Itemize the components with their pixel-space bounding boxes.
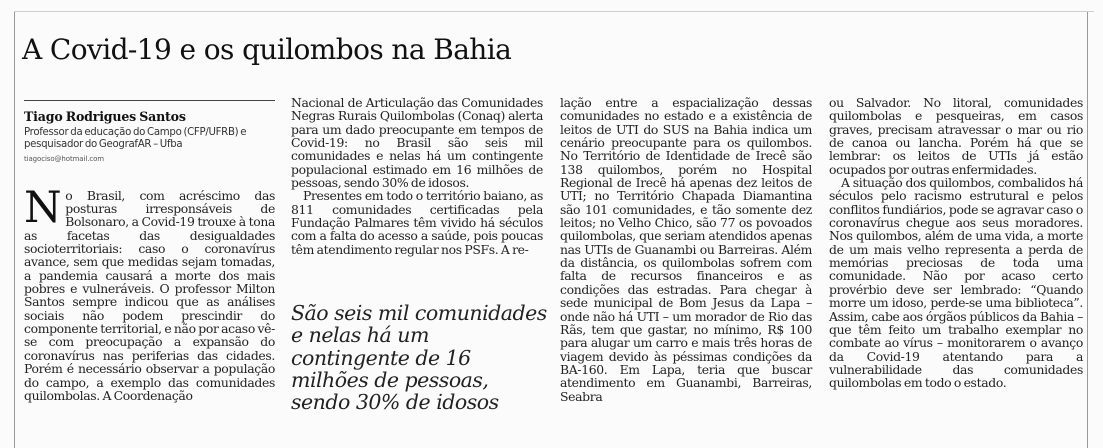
article-paragraph: Nacional de Articulação das Comunidades Negras Rurais Quilombolas (Conaq) alerta para um dado preocupante em tempos de Covid-19: no Brasil são seis mil comunidades e nelas há um contingente populacional estimado em 16 milhões de pessoas, sendo 30% de idosos. <box>291 95 543 191</box>
right-column-rule <box>1087 12 1088 448</box>
article-headline: A Covid-19 e os quilombos na Bahia <box>22 33 512 66</box>
pull-quote: São seis mil comunidades e nelas há um contingente de 16 milhões de pessoas, sendo 30% de idosos <box>291 301 547 415</box>
drop-cap: N <box>24 182 62 233</box>
article-column-1 <box>24 110 275 402</box>
paragraph-text: o Brasil, com acréscimo das posturas irresponsáveis de Bolsonaro, a Covid-19 trouxe à tona as facetas das desigualdades socioterritoriais: caso o coronavírus avance, sem que medidas sejam tomadas, a pandemia causará a morte dos mais pobres e vulneráveis. O professor Milton Santos sempre indicou que as análises sociais não podem prescindir do componente territorial, e não por acaso vê-se com preocupação a expansão do coronavírus nas periferias das cidades. Porém é necessário observar a população do campo, a exemplo das comunidades quilombolas. A Coordenação <box>24 187 275 403</box>
author-name: Tiago Rodrigues Santos <box>24 109 186 124</box>
author-bio: Professor da educação do Campo (CFP/UFRB) e pesquisador do GeografAR – Ufba <box>24 127 247 150</box>
article-paragraph: Presentes em todo o território baiano, as 811 comunidades certificadas pela Fundação Palmares têm vivido há séculos com a falta do acesso a saúde, pois poucas têm atendimento regular nos PSFs. A re- <box>291 188 543 257</box>
article-paragraph: lação entre a espacialização dessas comunidades no estado e a existência de leitos de UTI do SUS na Bahia indica um cenário preocupante para os quilombos. No Território de Identidade de Irecê são 138 quilombos, porém no Hospital Regional de Irecê há apenas dez leitos de UTI; no Território Chapada Diamantina são 101 comunidades, e tão somente dez leitos; no Velho Chico, são 77 os povoados quilombolas, que seriam atendidos apenas nas UTIs de Guanambi ou Barreiras. Além da distância, os quilombolas sofrem com falta de recursos financeiros e as condições das estradas. Para chegar à sede municipal de Bom Jesus da Lapa – onde não há UTI – um morador de Rio das Rãs, tem que gastar, no mínimo, R$ 100 para alugar um carro e mais três horas de viagem devido às péssimas condições da BA-160. Em Lapa, teria que buscar atendimento em Guanambi, Barreiras, Seabra <box>560 95 812 404</box>
article-column-3 <box>560 96 812 403</box>
article-column-4 <box>829 96 1083 390</box>
author-email: tiagociso@hotmail.com <box>24 155 104 164</box>
author-divider <box>24 100 275 101</box>
top-rule <box>14 11 1094 12</box>
article-paragraph: A situação dos quilombos, combalidos há séculos pelo racismo estrutural e pelos conflitos fundiários, pode se agravar caso o coronavírus chegue aos seus moradores. Nos quilombos, além de uma vida, a morte de um mais velho representa a perda de memórias preciosas de toda uma comunidade. Não por acaso certo provérbio deve ser lembrado: “Quando morre um idoso, perde-se uma biblioteca”. Assim, cabe aos órgãos públicos da Bahia – que têm feito um trabalho exemplar no combate ao vírus – monitorarem o avanço da Covid-19 atentando para a vulnerabilidade das comunidades quilombolas em todo o estado. <box>829 175 1083 391</box>
article-paragraph: ou Salvador. No litoral, comunidades quilombolas e pesqueiras, em casos graves, precisam atravessar o mar ou rio de canoa ou lancha. Porém há que se lembrar: os leitos de UTIs já estão ocupados por outras enfermidades. <box>829 95 1083 177</box>
article-column-2 <box>291 96 543 256</box>
article-paragraph <box>24 182 275 403</box>
left-column-rule <box>14 12 15 448</box>
